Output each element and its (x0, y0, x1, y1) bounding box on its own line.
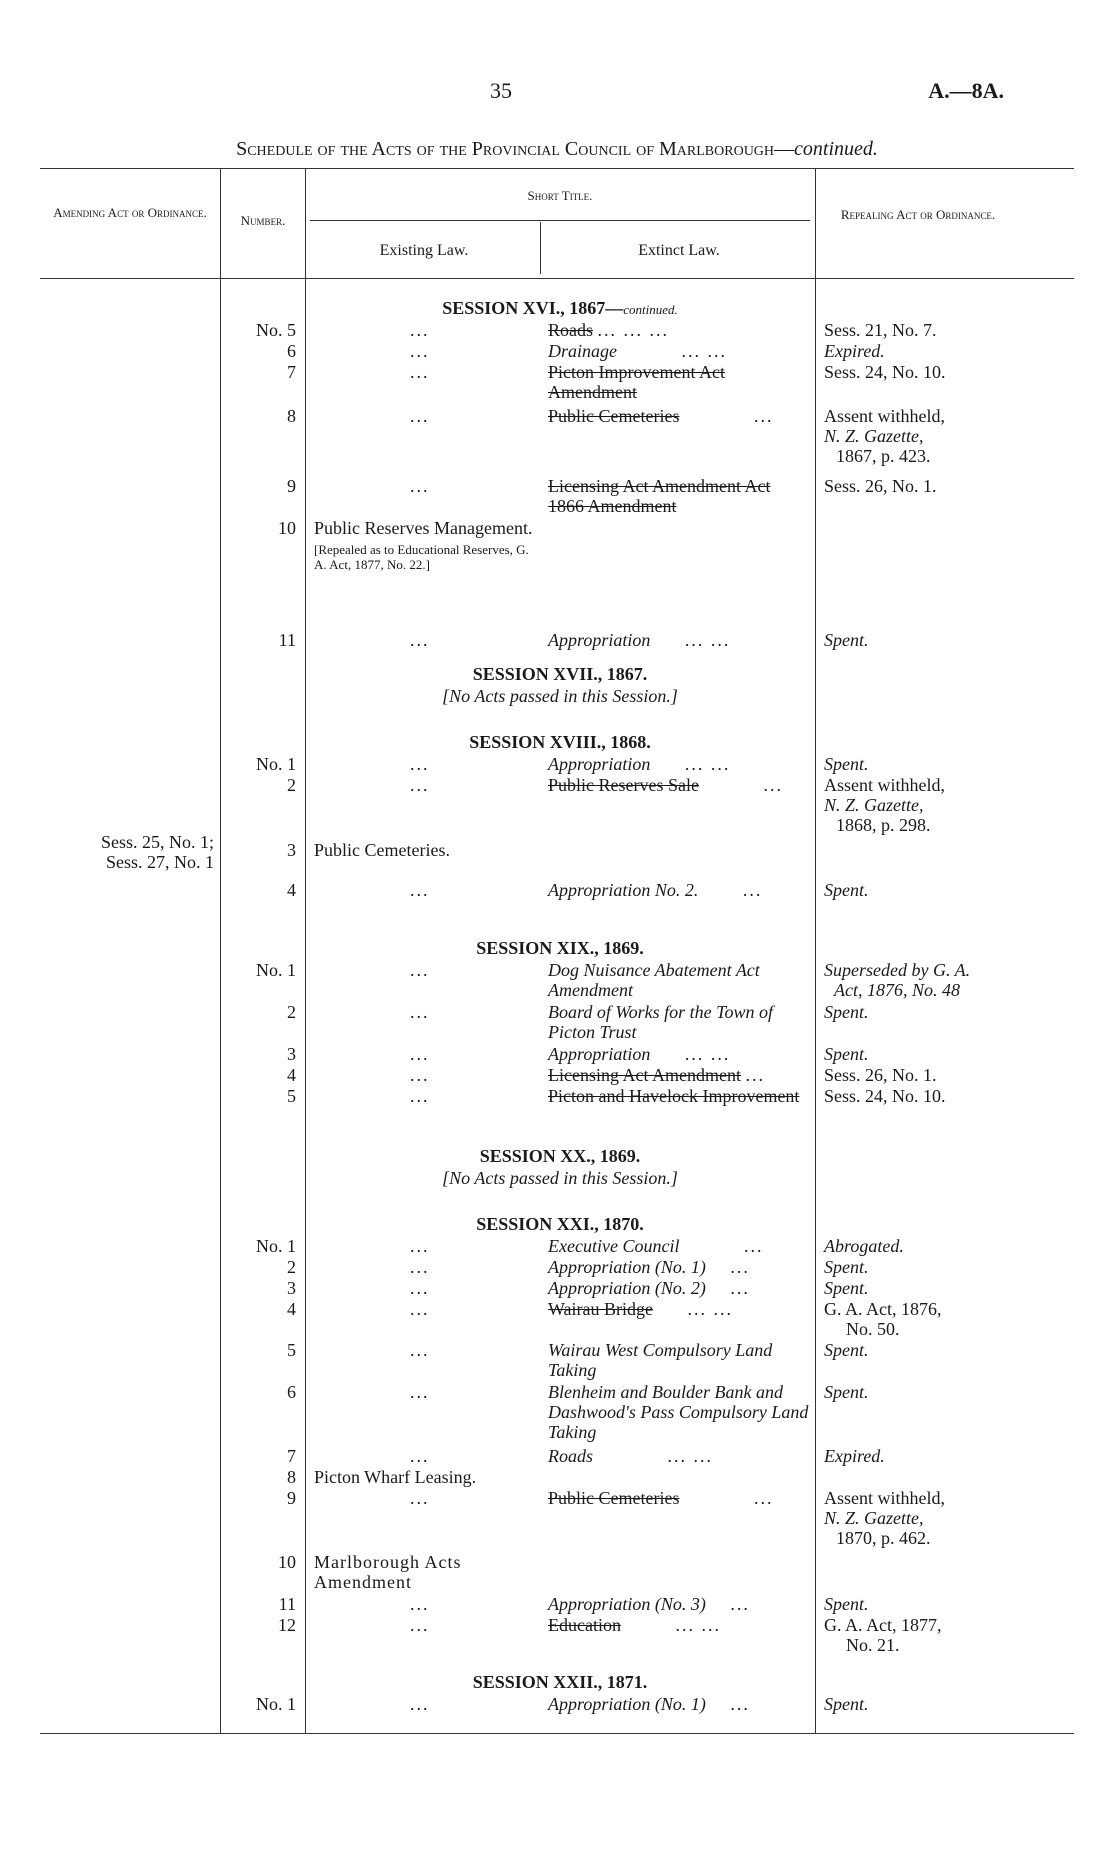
act-number: No. 1 (256, 960, 296, 980)
repealing-act: Assent withheld, N. Z. Gazette, 1867, p. 423. (824, 406, 945, 466)
repealing-act: Sess. 24, No. 10. (824, 1086, 946, 1106)
existing-law: ... (410, 1044, 430, 1064)
existing-law: ... (410, 362, 430, 382)
act-number: 10 (278, 1552, 296, 1572)
header-bottom-rule (40, 278, 1074, 279)
act-number: 2 (287, 1002, 296, 1022)
act-number: 4 (287, 880, 296, 900)
extinct-law: Blenheim and Boulder Bank and Dashwood's Pass Compulsory Land Taking (548, 1382, 809, 1442)
amending-note-line: Sess. 27, No. 1 (105, 852, 214, 872)
schedule-title-main: Schedule of the Acts of the Provincial Council of Marlborough— (236, 138, 795, 160)
act-number: 8 (287, 406, 296, 426)
session-heading: SESSION XVIII., 1868. (469, 732, 651, 752)
repealing-act: G. A. Act, 1876, No. 50. (824, 1299, 942, 1339)
column-head-short-title: Short Title. (527, 188, 593, 203)
existing-law: ... (410, 1488, 430, 1508)
repealing-act: Spent. (824, 1257, 869, 1277)
extinct-law: Executive Council ... (548, 1236, 764, 1256)
column-divider-3 (815, 168, 816, 1733)
act-number: 11 (278, 630, 296, 650)
existing-law: ... (410, 960, 430, 980)
existing-law: ... (410, 775, 430, 795)
act-number: 10 (278, 518, 296, 538)
extinct-law: Public Cemeteries ... (548, 406, 774, 426)
extinct-law: Dog Nuisance Abatement Act Amendment (548, 960, 760, 1000)
session-heading: SESSION XXII., 1871. (472, 1672, 648, 1692)
extinct-law: Appropriation ... ... (548, 630, 731, 650)
existing-law: ... (410, 1694, 430, 1714)
act-number: 3 (287, 1278, 296, 1298)
extinct-law: Licensing Act Amendment ... (548, 1065, 765, 1085)
existing-law: ... (410, 1340, 430, 1360)
existing-law: ... (410, 1382, 430, 1402)
repealing-act: Spent. (824, 1002, 869, 1022)
act-number: 8 (287, 1467, 296, 1487)
existing-law: ... (410, 754, 430, 774)
session-note: [No Acts passed in this Session.] (442, 686, 678, 706)
column-head-number: Number. (240, 213, 286, 228)
act-number: 7 (287, 362, 296, 382)
existing-law: ... (410, 1446, 430, 1466)
document-reference: A.—8A. (928, 78, 1004, 103)
session-note: [No Acts passed in this Session.] (442, 1168, 678, 1188)
column-divider-header (540, 222, 541, 274)
act-number: 6 (287, 1382, 296, 1402)
act-number: No. 1 (256, 754, 296, 774)
existing-law: ... (410, 1299, 430, 1319)
act-number: 2 (287, 1257, 296, 1277)
column-divider-1 (220, 168, 221, 1733)
extinct-law: Board of Works for the Town of Picton Trust (548, 1002, 774, 1042)
table-top-rule (40, 168, 1074, 169)
extinct-law: Appropriation (No. 1) ... (548, 1257, 750, 1277)
act-number: 5 (287, 1340, 296, 1360)
extinct-law: Appropriation ... ... (548, 754, 731, 774)
repealing-act: Abrogated. (824, 1236, 904, 1256)
extinct-law: Public Reserves Sale ... (548, 775, 783, 795)
extinct-law: Picton Improvement Act Amendment (548, 362, 725, 402)
existing-law: ... (410, 1278, 430, 1298)
extinct-law: Picton and Havelock Improvement (548, 1086, 800, 1106)
act-number: 11 (278, 1594, 296, 1614)
existing-law: ... (410, 1065, 430, 1085)
repealing-act: Sess. 26, No. 1. (824, 476, 937, 496)
repealing-act: Sess. 26, No. 1. (824, 1065, 937, 1085)
column-head-amending: Amending Act or Ordinance. (53, 205, 207, 220)
session-heading: SESSION XX., 1869. (479, 1146, 641, 1166)
act-number: No. 5 (256, 320, 296, 340)
page-number: 35 (490, 78, 512, 103)
existing-law: ... (410, 320, 430, 340)
short-title-rule (310, 220, 810, 221)
repealing-act: Sess. 24, No. 10. (824, 362, 946, 382)
repealing-act: Spent. (824, 630, 869, 650)
repealing-act: Spent. (824, 1044, 869, 1064)
existing-law: ... (410, 1257, 430, 1277)
repealing-act: Assent withheld, N. Z. Gazette, 1868, p. 298. (824, 775, 945, 835)
repealing-act: Spent. (824, 754, 869, 774)
act-number: 3 (287, 1044, 296, 1064)
extinct-law: Appropriation (No. 3) ... (548, 1594, 750, 1614)
existing-law: ... (410, 1002, 430, 1022)
extinct-law: Roads ... ... (548, 1446, 713, 1466)
repealing-act: Superseded by G. A. Act, 1876, No. 48 (824, 960, 971, 1000)
act-number: No. 1 (256, 1236, 296, 1256)
existing-law: ... (410, 1594, 430, 1614)
amending-note (44, 832, 214, 872)
repealing-act: Expired. (824, 1446, 885, 1466)
act-number: 3 (287, 840, 296, 860)
existing-law: ... (410, 1615, 430, 1635)
schedule-title-suffix: continued. (794, 138, 878, 160)
repealing-act: Spent. (824, 1340, 869, 1360)
existing-law: Picton Wharf Leasing. (314, 1467, 477, 1487)
repealing-act: Spent. (824, 1278, 869, 1298)
repealing-act: Spent. (824, 1382, 869, 1402)
amending-note-line: Sess. 25, No. 1; (100, 832, 214, 852)
act-number: 9 (287, 476, 296, 496)
repealing-act: Spent. (824, 1694, 869, 1714)
repealing-act: Expired. (824, 341, 885, 361)
session-heading: SESSION XXI., 1870. (476, 1214, 644, 1234)
act-number: 9 (287, 1488, 296, 1508)
act-number: 5 (287, 1086, 296, 1106)
repealing-act: Sess. 21, No. 7. (824, 320, 937, 340)
schedule-title (0, 138, 1114, 161)
existing-law: Public Reserves Management. [Repealed as to Educational Reserves, G. A. Act, 1877, No. 22.] (314, 518, 533, 572)
extinct-law: Education ... ... (548, 1615, 721, 1635)
act-number: 7 (287, 1446, 296, 1466)
extinct-law: Wairau West Compulsory Land Taking (548, 1340, 773, 1380)
extinct-law: Roads ... ... ... (548, 320, 669, 340)
column-head-repealing: Repealing Act or Ordinance. (840, 207, 996, 222)
existing-law: ... (410, 406, 430, 426)
existing-law: ... (410, 476, 430, 496)
column-head-existing: Existing Law. (379, 242, 469, 259)
column-divider-2 (305, 168, 306, 1733)
extinct-law: Appropriation No. 2. ... (548, 880, 763, 900)
act-number: 12 (278, 1615, 296, 1635)
extinct-law: Wairau Bridge ... ... (548, 1299, 734, 1319)
repealing-act: Assent withheld, N. Z. Gazette, 1870, p. 462. (824, 1488, 945, 1548)
existing-law: Marlborough Acts Amendment (314, 1552, 462, 1592)
repealing-act: Spent. (824, 880, 869, 900)
repealing-act: G. A. Act, 1877, No. 21. (824, 1615, 942, 1655)
extinct-law: Appropriation (No. 2) ... (548, 1278, 750, 1298)
extinct-law: Drainage ... ... (548, 341, 727, 361)
act-number: 4 (287, 1299, 296, 1319)
act-number: 4 (287, 1065, 296, 1085)
act-number: No. 1 (256, 1694, 296, 1714)
existing-law: ... (410, 880, 430, 900)
existing-law: ... (410, 1086, 430, 1106)
repealing-act: Spent. (824, 1594, 869, 1614)
existing-law: ... (410, 1236, 430, 1256)
extinct-law: Appropriation ... ... (548, 1044, 731, 1064)
session-heading: SESSION XVI., 1867—continued. (442, 298, 678, 318)
session-heading: SESSION XIX., 1869. (476, 938, 644, 958)
session-heading: SESSION XVII., 1867. (472, 664, 648, 684)
act-number: 6 (287, 341, 296, 361)
table-bottom-rule (40, 1733, 1074, 1734)
column-head-extinct: Extinct Law. (638, 242, 720, 259)
act-number: 2 (287, 775, 296, 795)
extinct-law: Public Cemeteries ... (548, 1488, 774, 1508)
existing-law: ... (410, 630, 430, 650)
existing-law: Public Cemeteries. (314, 840, 450, 860)
existing-law: ... (410, 341, 430, 361)
extinct-law: Licensing Act Amendment Act 1866 Amendment (548, 476, 771, 516)
extinct-law: Appropriation (No. 1) ... (548, 1694, 750, 1714)
